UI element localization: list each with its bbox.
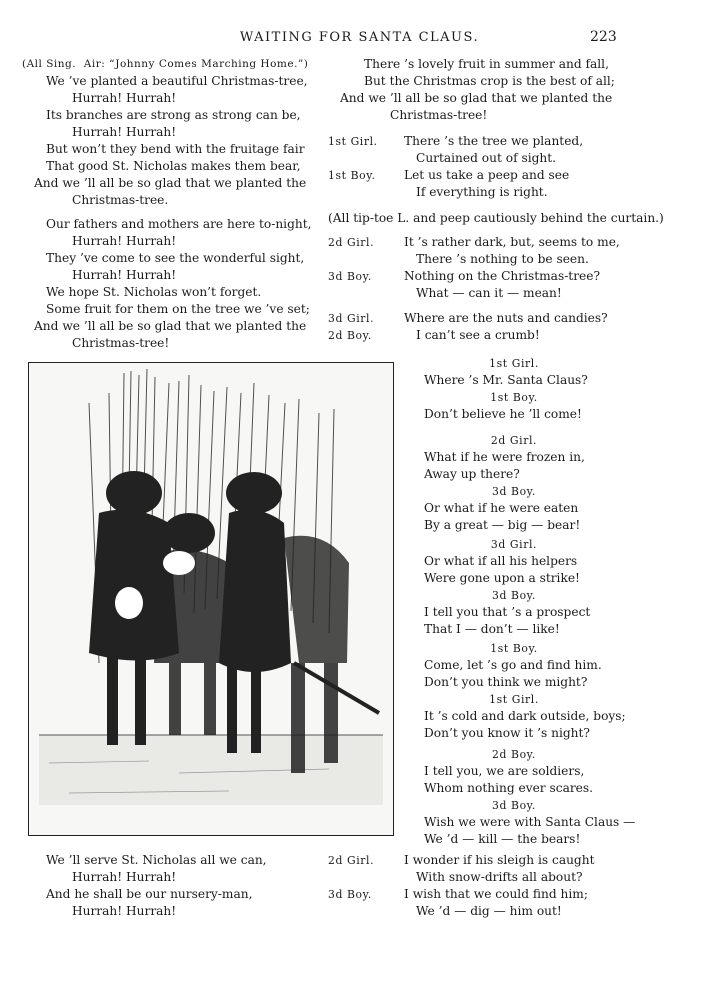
dialogue-line: We ’d — kill — the bears! — [424, 832, 581, 846]
verse-line: Hurrah! Hurrah! — [72, 268, 177, 282]
running-title: WAITING FOR SANTA CLAUS. — [239, 30, 480, 45]
dialogue-line: Or what if all his helpers — [424, 554, 578, 568]
speaker-label: 1st Boy. — [490, 391, 538, 404]
dialogue-line: With snow-drifts all about? — [416, 870, 583, 884]
dialogue-entry — [328, 268, 688, 302]
chorus — [340, 56, 615, 124]
song-verse-2 — [22, 216, 312, 352]
verse-line: But the Christmas crop is the best of all; — [364, 74, 615, 88]
verse-line: We hope St. Nicholas won’t forget. — [46, 285, 262, 299]
verse-line: That good St. Nicholas makes them bear, — [46, 159, 301, 173]
verse-line: Its branches are strong as strong can be, — [46, 108, 301, 122]
verse-line: They ’ve come to see the wonderful sight, — [46, 251, 305, 265]
speaker-label: 3d Boy. — [328, 270, 372, 283]
dialogue-line: There ’s the tree we planted, — [404, 134, 584, 148]
song-heading: (All Sing. Air: “Johnny Comes Marching Home.”) — [22, 58, 309, 70]
verse-line: There ’s lovely fruit in summer and fall, — [364, 57, 609, 71]
speaker-label: 3d Girl. — [490, 538, 538, 551]
dialogue-block-1 — [424, 355, 604, 423]
verse-line: And he shall be our nursery-man, — [46, 887, 253, 901]
dialogue-entry — [328, 167, 688, 201]
dialogue-line: I can’t see a crumb! — [416, 328, 540, 342]
dialogue-line: I tell you that ’s a prospect — [424, 605, 591, 619]
dialogue-line: It ’s cold and dark outside, boys; — [424, 709, 626, 723]
dialogue-line: Where ’s Mr. Santa Claus? — [424, 373, 588, 387]
verse-line: But won’t they bend with the fruitage fair — [46, 142, 305, 156]
dialogue-line: Or what if he were eaten — [424, 501, 579, 515]
dialogue-line: What if he were frozen in, — [424, 450, 585, 464]
dialogue-line: Let us take a peep and see — [404, 168, 570, 182]
speaker-label: 3d Boy. — [328, 888, 372, 901]
dialogue-line: Don’t believe he ’ll come! — [424, 407, 582, 421]
dialogue-block-3 — [424, 536, 604, 638]
verse-line: And we ’ll all be so glad that we planted the — [340, 91, 613, 105]
dialogue-entry — [328, 327, 688, 344]
dialogue-entry — [328, 234, 688, 268]
page-number: 223 — [590, 29, 617, 45]
speaker-label: 1st Girl. — [489, 693, 539, 706]
verse-line: Christmas-tree! — [390, 108, 488, 122]
speaker-label: 3d Boy. — [492, 799, 536, 812]
speaker-label: 2d Boy. — [328, 329, 372, 342]
speaker-label: 3d Boy. — [492, 589, 536, 602]
song-verse-1 — [22, 56, 308, 209]
speaker-label: 2d Girl. — [490, 434, 538, 447]
speaker-label: 2d Girl. — [328, 236, 375, 249]
verse-line: Christmas-tree! — [72, 336, 170, 350]
dialogue-line: I wish that we could find him; — [404, 887, 588, 901]
stage-direction: (All tip-toe L. and peep cautiously behind the curtain.) — [328, 211, 664, 225]
verse-line: Some fruit for them on the tree we ’ve set; — [46, 302, 310, 316]
dialogue-line: Come, let ’s go and find him. — [424, 658, 602, 672]
dialogue-block-5 — [424, 746, 635, 848]
dialogue-line: We ’d — dig — him out! — [416, 904, 562, 918]
dialogue-line: There ’s nothing to be seen. — [416, 252, 589, 266]
verse-line: Hurrah! Hurrah! — [72, 870, 177, 884]
illustration-drawing — [29, 363, 393, 835]
speaker-label: 2d Boy. — [492, 748, 536, 761]
dialogue-line: Nothing on the Christmas-tree? — [404, 269, 600, 283]
verse-line: Hurrah! Hurrah! — [72, 234, 177, 248]
verse-line: And we ’ll all be so glad that we planted the — [34, 176, 307, 190]
verse-line: Hurrah! Hurrah! — [72, 904, 177, 918]
speaker-label: 1st Girl. — [328, 135, 378, 148]
dialogue-line: By a great — big — bear! — [424, 518, 581, 532]
dialogue-line: Were gone upon a strike! — [424, 571, 580, 585]
dialogue-line: Don’t you know it ’s night? — [424, 726, 590, 740]
dialogue-block-2 — [424, 432, 604, 534]
dialogue-line: Wish we were with Santa Claus — — [424, 815, 636, 829]
dialogue-line: I tell you, we are soldiers, — [424, 764, 585, 778]
dialogue-line: Don’t you think we might? — [424, 675, 588, 689]
speaker-label: 1st Boy. — [328, 169, 376, 182]
dialogue-line: Whom nothing ever scares. — [424, 781, 594, 795]
dialogue-line: If everything is right. — [416, 185, 548, 199]
dialogue-line: What — can it — mean! — [416, 286, 562, 300]
verse-line: Our fathers and mothers are here to-night, — [46, 217, 312, 231]
verse-line: We ’ve planted a beautiful Christmas-tree, — [46, 74, 308, 88]
verse-line: And we ’ll all be so glad that we planted the — [34, 319, 307, 333]
verse-line: We ’ll serve St. Nicholas all we can, — [46, 853, 267, 867]
dialogue-line: It ’s rather dark, but, seems to me, — [404, 235, 620, 249]
speaker-label: 2d Girl. — [328, 854, 375, 867]
dialogue-block-4 — [424, 640, 626, 742]
dialogue-entry — [328, 852, 688, 886]
dialogue-entry — [328, 133, 688, 167]
dialogue-line: I wonder if his sleigh is caught — [404, 853, 595, 867]
dialogue-line: Away up there? — [424, 467, 520, 481]
verse-line: Christmas-tree. — [72, 193, 169, 207]
illustration-children-peeping — [28, 362, 394, 836]
speaker-label: 1st Girl. — [489, 357, 539, 370]
verse-line: Hurrah! Hurrah! — [72, 125, 177, 139]
speaker-label: 1st Boy. — [490, 642, 538, 655]
dialogue-line: That I — don’t — like! — [424, 622, 560, 636]
speaker-label: 3d Boy. — [492, 485, 536, 498]
verse-line: Hurrah! Hurrah! — [72, 91, 177, 105]
speaker-label: 3d Girl. — [328, 312, 375, 325]
dialogue-entry — [328, 310, 688, 327]
dialogue-line: Where are the nuts and candies? — [404, 311, 608, 325]
dialogue-entry — [328, 886, 688, 920]
dialogue-line: Curtained out of sight. — [416, 151, 557, 165]
song-verse-3 — [22, 852, 267, 920]
